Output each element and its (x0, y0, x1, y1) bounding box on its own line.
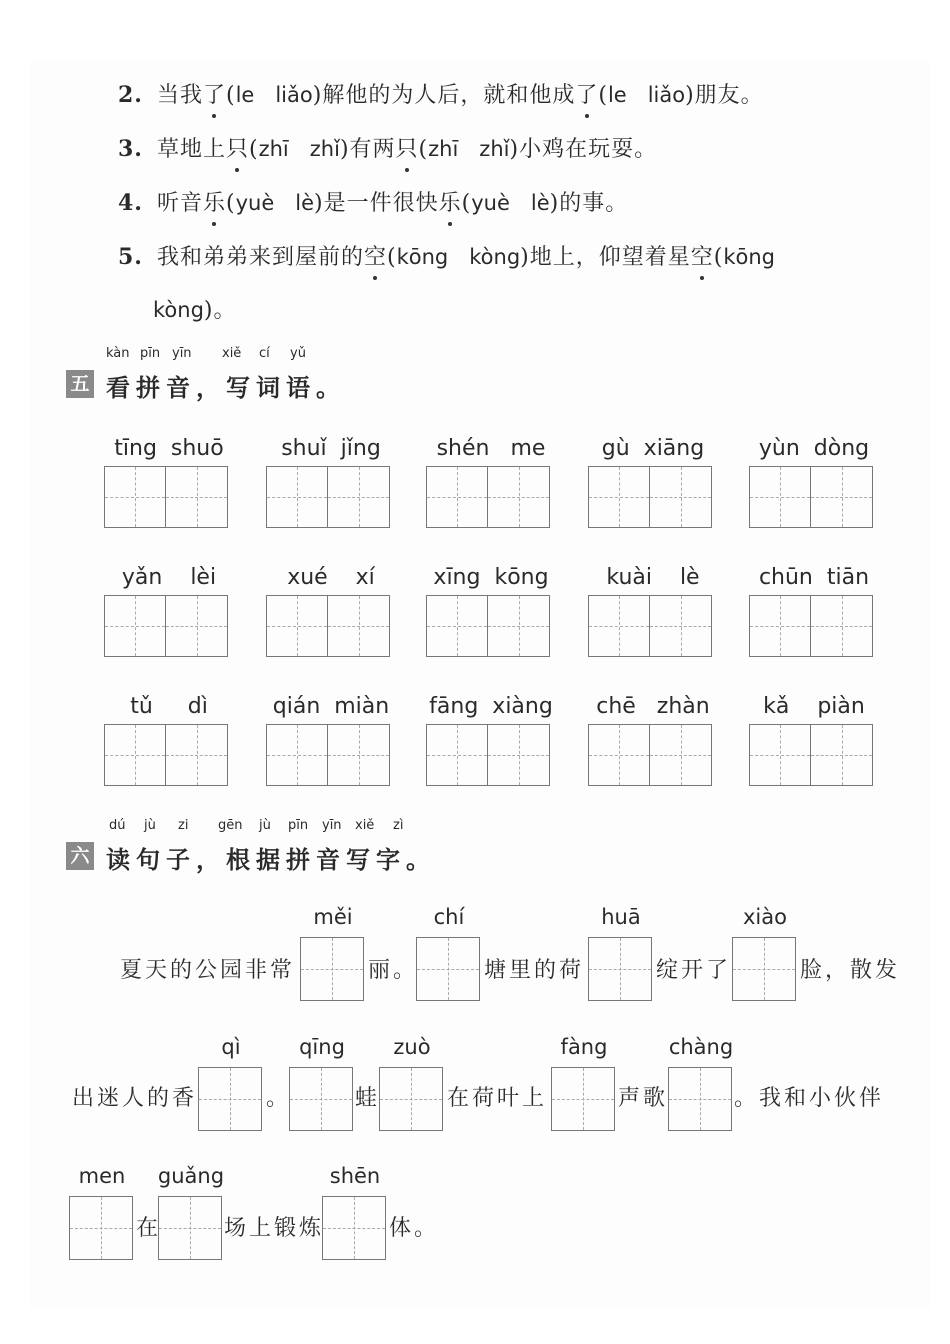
word-pinyin: chē zhàn (596, 694, 710, 719)
writing-boxes (266, 466, 390, 528)
sentence-text: 出迷人的香 (72, 1086, 198, 1111)
writing-cell[interactable] (266, 724, 328, 786)
paren: ( (418, 137, 429, 162)
text: )地上，仰望着星 (520, 245, 691, 270)
writing-cell[interactable] (811, 466, 873, 528)
pinyin-options[interactable]: le liǎo (235, 83, 313, 107)
blank-pinyin: qīng (299, 1035, 345, 1059)
writing-cell[interactable] (104, 466, 166, 528)
word-practice-item (588, 694, 718, 794)
writing-cell[interactable] (488, 595, 550, 657)
writing-cell[interactable] (328, 595, 390, 657)
dotted-char: 了 (575, 78, 598, 109)
sentence-text: 场上锻炼 (224, 1216, 325, 1241)
word-practice-item (588, 565, 718, 665)
pinyin-options[interactable]: le liǎo (607, 83, 686, 107)
word-pinyin: xīng kōng (433, 565, 549, 590)
word-pinyin: shén me (436, 436, 546, 461)
dotted-char: 乐 (439, 186, 462, 217)
text: 听音 (156, 191, 203, 216)
paren: ( (249, 137, 259, 162)
word-pinyin: tǔ dì (130, 694, 208, 719)
sentence-text: 。 (266, 1086, 292, 1111)
writing-cell[interactable] (650, 595, 712, 657)
header-pinyin: yīn (172, 346, 192, 361)
header-pinyin: gēn (218, 818, 243, 833)
paren: ( (226, 191, 236, 216)
sentence-text: 绽开了 (656, 958, 732, 983)
word-pinyin: yùn dòng (758, 436, 870, 461)
text: 当我 (156, 83, 203, 108)
blank-pinyin: fàng (560, 1035, 608, 1059)
writing-cell[interactable] (166, 724, 228, 786)
dotted-char: 乐 (203, 186, 226, 217)
text: )。 (203, 298, 237, 323)
sentence-text: 夏天的公园非常 (120, 958, 296, 983)
paren: ( (713, 245, 724, 270)
question-number: 3. (118, 136, 143, 162)
pinyin-options[interactable]: yuè lè (235, 191, 315, 215)
header-pinyin: yīn (322, 818, 342, 833)
paren: ( (226, 83, 236, 108)
question-4 (118, 186, 628, 217)
word-practice-item (749, 436, 879, 536)
writing-cell[interactable] (266, 466, 328, 528)
writing-cell[interactable] (300, 937, 364, 1001)
writing-boxes (588, 724, 712, 786)
writing-cell[interactable] (650, 466, 712, 528)
writing-cell[interactable] (488, 724, 550, 786)
text: )朋友。 (685, 83, 764, 108)
header-pinyin: xiě (355, 818, 375, 833)
paren: ( (387, 245, 397, 270)
header-pinyin: yǔ (290, 346, 306, 361)
dotted-char: 只 (396, 132, 419, 163)
pinyin-options[interactable]: kòng (153, 298, 204, 322)
header-pinyin: jù (259, 818, 271, 833)
pinyin-options[interactable]: yuè lè (471, 191, 550, 215)
writing-cell[interactable] (198, 1067, 262, 1131)
section-5-header (66, 346, 466, 406)
writing-cell[interactable] (104, 595, 166, 657)
header-pinyin: dú (109, 818, 126, 833)
word-practice-item (266, 694, 396, 794)
blank-pinyin: chàng (668, 1035, 734, 1059)
writing-cell[interactable] (749, 724, 811, 786)
writing-cell[interactable] (69, 1196, 133, 1260)
word-practice-item (104, 565, 234, 665)
blank-pinyin: chí (433, 905, 465, 929)
writing-cell[interactable] (166, 595, 228, 657)
writing-boxes (749, 724, 873, 786)
question-5-continued (153, 293, 237, 324)
sentence-text: 丽。 (368, 958, 419, 983)
text: )小鸡在玩耍。 (509, 137, 658, 162)
writing-boxes (426, 595, 550, 657)
question-number: 4. (118, 190, 143, 216)
writing-cell[interactable] (732, 937, 796, 1001)
sentence-text: 蛙 (355, 1086, 381, 1111)
writing-cell[interactable] (322, 1196, 386, 1260)
writing-cell[interactable] (166, 466, 228, 528)
writing-cell[interactable] (668, 1067, 732, 1131)
pinyin-options[interactable]: kōng (723, 245, 776, 269)
question-3 (118, 132, 657, 163)
blank-pinyin: xiào (743, 905, 787, 929)
word-pinyin: kǎ piàn (763, 694, 865, 719)
writing-cell[interactable] (588, 595, 650, 657)
header-pinyin: jù (144, 818, 156, 833)
writing-cell[interactable] (749, 595, 811, 657)
header-pinyin: zi (178, 818, 189, 833)
writing-boxes (426, 724, 550, 786)
pinyin-options[interactable]: zhī zhǐ (428, 137, 510, 161)
writing-cell[interactable] (158, 1196, 222, 1260)
pinyin-options[interactable]: kōng kòng (396, 245, 521, 269)
word-practice-item (266, 565, 396, 665)
section-number-badge: 六 (66, 842, 94, 870)
writing-cell[interactable] (650, 724, 712, 786)
word-pinyin: fāng xiàng (429, 694, 553, 719)
section-number-badge: 五 (66, 370, 94, 398)
question-5 (118, 240, 775, 271)
writing-boxes (588, 466, 712, 528)
blank-pinyin: huā (601, 905, 641, 929)
header-pinyin: xiě (222, 346, 242, 361)
question-number: 5. (118, 244, 143, 270)
writing-boxes (426, 466, 550, 528)
writing-boxes (266, 595, 390, 657)
word-pinyin: kuài lè (606, 565, 700, 590)
blank-pinyin: měi (313, 905, 353, 929)
writing-cell[interactable] (328, 466, 390, 528)
blank-pinyin: guǎng (157, 1164, 225, 1188)
header-pinyin: zì (393, 818, 404, 833)
writing-cell[interactable] (588, 937, 652, 1001)
word-practice-item (104, 694, 234, 794)
word-pinyin: chūn tiān (758, 565, 870, 590)
dotted-char: 空 (691, 240, 714, 271)
writing-boxes (588, 595, 712, 657)
header-pinyin: pīn (140, 346, 161, 361)
writing-cell[interactable] (811, 595, 873, 657)
section-title: 看拼音，写词语。 (106, 373, 346, 402)
writing-cell[interactable] (588, 466, 650, 528)
word-practice-item (588, 436, 718, 536)
header-pinyin: kàn (106, 346, 130, 361)
sentence-text: 在 (136, 1216, 162, 1241)
writing-cell[interactable] (426, 595, 488, 657)
writing-boxes (104, 724, 228, 786)
writing-cell[interactable] (266, 595, 328, 657)
text: )的事。 (549, 191, 629, 216)
header-pinyin: cí (259, 346, 270, 361)
writing-boxes (104, 595, 228, 657)
dotted-char: 了 (203, 78, 226, 109)
word-practice-item (426, 565, 556, 665)
writing-cell[interactable] (379, 1067, 443, 1131)
dotted-char: 只 (226, 132, 249, 163)
writing-cell[interactable] (749, 466, 811, 528)
sentence-text: 声歌 (618, 1086, 669, 1111)
word-pinyin: shuǐ jǐng (281, 436, 381, 461)
dotted-char: 空 (364, 240, 387, 271)
blank-pinyin: zuò (393, 1035, 431, 1059)
sentence-text: 塘里的荷 (484, 958, 585, 983)
writing-boxes (104, 466, 228, 528)
question-2 (118, 78, 764, 109)
writing-cell[interactable] (488, 466, 550, 528)
text: 草地上 (156, 137, 226, 162)
blank-pinyin: shēn (329, 1164, 381, 1188)
writing-cell[interactable] (289, 1067, 353, 1131)
sentence-text: 脸，散发 (800, 958, 901, 983)
blank-pinyin: qì (221, 1035, 241, 1059)
writing-cell[interactable] (811, 724, 873, 786)
text: )有两 (339, 137, 396, 162)
section-title: 读句子，根据拼音写字。 (106, 845, 436, 874)
word-practice-item (426, 694, 556, 794)
writing-cell[interactable] (551, 1067, 615, 1131)
word-practice-item (749, 565, 879, 665)
word-pinyin: yǎn lèi (121, 565, 217, 590)
writing-boxes (266, 724, 390, 786)
text: )是一件很快 (314, 191, 439, 216)
writing-cell[interactable] (328, 724, 390, 786)
word-practice-item (104, 436, 234, 536)
word-pinyin: gù xiāng (601, 436, 705, 461)
writing-cell[interactable] (588, 724, 650, 786)
header-pinyin: pīn (288, 818, 309, 833)
writing-boxes (749, 595, 873, 657)
word-pinyin: tīng shuō (114, 436, 224, 461)
paren: ( (598, 83, 608, 108)
text: 我和弟弟来到屋前的 (156, 245, 364, 270)
sentence-text: 体。 (389, 1216, 440, 1241)
sentence-text: 。我和小伙伴 (734, 1086, 885, 1111)
word-pinyin: xué xí (287, 565, 375, 590)
sentence-text: 在荷叶上 (447, 1086, 548, 1111)
paren: ( (461, 191, 472, 216)
writing-boxes (749, 466, 873, 528)
section-6-header (66, 818, 466, 878)
writing-cell[interactable] (426, 466, 488, 528)
writing-cell[interactable] (416, 937, 480, 1001)
writing-cell[interactable] (104, 724, 166, 786)
word-practice-item (266, 436, 396, 536)
question-number: 2. (118, 82, 143, 108)
blank-pinyin: men (78, 1164, 126, 1188)
pinyin-options[interactable]: zhī zhǐ (258, 137, 340, 161)
writing-cell[interactable] (426, 724, 488, 786)
word-practice-item (426, 436, 556, 536)
text: )解他的为人后，就和他成 (312, 83, 576, 108)
word-pinyin: qián miàn (272, 694, 390, 719)
word-practice-item (749, 694, 879, 794)
